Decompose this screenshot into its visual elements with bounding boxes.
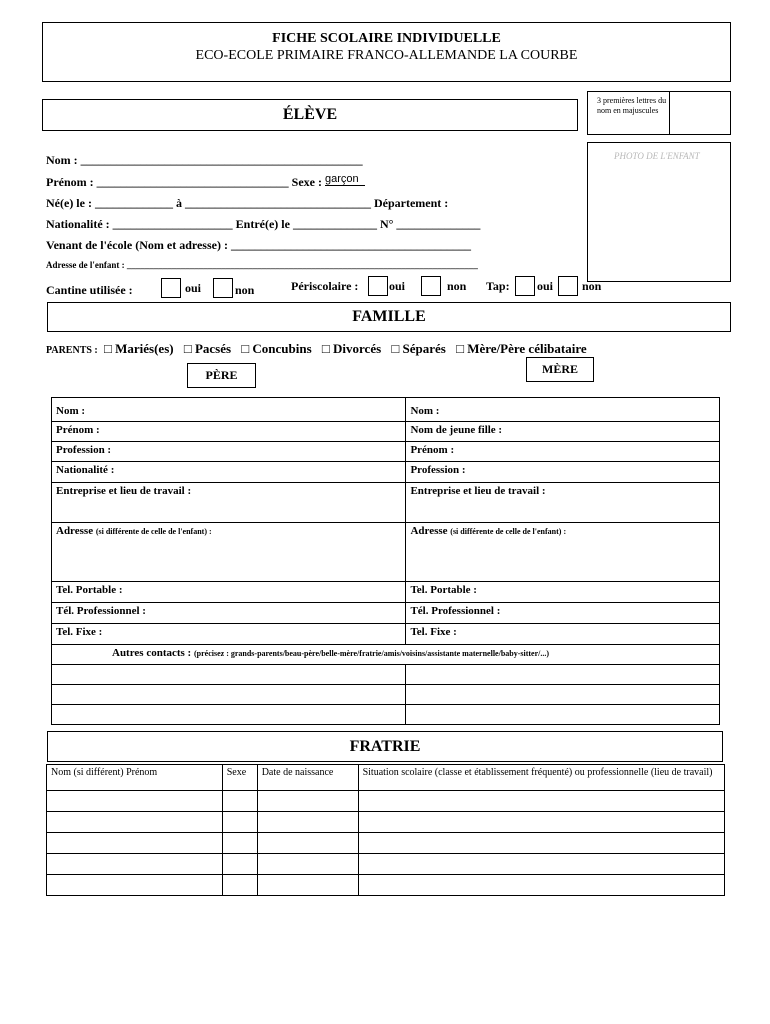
table-row xyxy=(52,523,720,582)
prenom-sexe-field[interactable] xyxy=(46,175,365,190)
fratrie-cell[interactable] xyxy=(47,812,223,833)
fratrie-table xyxy=(46,764,725,896)
tap-oui-label: oui xyxy=(537,279,554,293)
mere-label: MÈRE xyxy=(542,362,578,376)
table-row xyxy=(47,854,725,875)
pere-entreprise-cell[interactable]: Entreprise et lieu de travail : xyxy=(52,483,406,523)
adresse-main-label: Adresse xyxy=(56,525,94,537)
cantine-oui-label: oui xyxy=(185,281,202,295)
mere-pro-cell[interactable]: Tél. Professionnel : xyxy=(406,603,720,624)
table-row xyxy=(47,833,725,854)
periscolaire-label: Périscolaire : xyxy=(291,279,359,293)
photo-box[interactable] xyxy=(587,142,731,282)
cantine-non-checkbox[interactable] xyxy=(213,278,233,298)
tap-non-checkbox[interactable] xyxy=(558,276,578,296)
status-maries[interactable]: □ Mariés(es) xyxy=(104,341,174,356)
header-box xyxy=(42,22,731,82)
table-row xyxy=(52,665,720,685)
fratrie-cell[interactable] xyxy=(222,854,257,875)
fratrie-cell[interactable] xyxy=(47,833,223,854)
fratrie-section-header xyxy=(47,731,723,762)
autres-contact-cell[interactable] xyxy=(52,685,406,705)
mere-fixe-cell[interactable]: Tel. Fixe : xyxy=(406,624,720,645)
fratrie-cell[interactable] xyxy=(257,875,358,896)
table-row xyxy=(47,875,725,896)
table-row xyxy=(52,442,720,462)
status-concubins[interactable]: □ Concubins xyxy=(241,341,312,356)
pere-pro-cell[interactable]: Tél. Professionnel : xyxy=(52,603,406,624)
fratrie-header-situation: Situation scolaire (classe et établissement fréquenté) ou professionnelle (lieu de travail) xyxy=(358,765,724,791)
autres-contact-cell[interactable] xyxy=(406,665,720,685)
autres-main-label: Autres contacts : xyxy=(112,647,192,659)
table-row xyxy=(52,685,720,705)
tap-oui-checkbox[interactable] xyxy=(515,276,535,296)
tap-non-label: non xyxy=(582,279,602,293)
adresse-main-label: Adresse xyxy=(410,525,448,537)
initials-field[interactable] xyxy=(669,92,671,134)
parents-table xyxy=(51,397,720,725)
pere-portable-cell[interactable]: Tel. Portable : xyxy=(52,582,406,603)
mere-profession-cell[interactable]: Profession : xyxy=(406,462,720,483)
cantine-non-label: non xyxy=(235,283,255,297)
fratrie-cell[interactable] xyxy=(257,833,358,854)
status-separes[interactable]: □ Séparés xyxy=(391,341,446,356)
fratrie-cell[interactable] xyxy=(257,854,358,875)
autres-contact-cell[interactable] xyxy=(52,665,406,685)
pere-adresse-cell[interactable] xyxy=(52,523,406,582)
fratrie-cell[interactable] xyxy=(358,854,724,875)
famille-section-header xyxy=(47,302,731,332)
fratrie-header-date: Date de naissance xyxy=(257,765,358,791)
fratrie-cell[interactable] xyxy=(257,791,358,812)
table-row xyxy=(52,624,720,645)
cantine-oui-checkbox[interactable] xyxy=(161,278,181,298)
pere-nom-cell[interactable]: Nom : xyxy=(52,398,406,422)
fratrie-cell[interactable] xyxy=(222,875,257,896)
fratrie-header-nom: Nom (si différent) Prénom xyxy=(47,765,223,791)
mere-label-box xyxy=(526,357,594,382)
periscolaire-oui-checkbox[interactable] xyxy=(368,276,388,296)
fratrie-title: FRATRIE xyxy=(349,738,421,755)
periscolaire-non-checkbox[interactable] xyxy=(421,276,441,296)
adresse-note: (si différente de celle de l'enfant) : xyxy=(95,527,212,536)
autres-contact-cell[interactable] xyxy=(406,685,720,705)
sexe-value[interactable]: garçon xyxy=(325,173,365,186)
fratrie-cell[interactable] xyxy=(358,875,724,896)
fratrie-cell[interactable] xyxy=(47,875,223,896)
fratrie-cell[interactable] xyxy=(47,791,223,812)
mere-portable-cell[interactable]: Tel. Portable : xyxy=(406,582,720,603)
nationalite-field[interactable]: Nationalité : ____________________ Entré(e) le ______________ N° ______________ xyxy=(46,217,481,231)
photo-label: PHOTO DE L'ENFANT xyxy=(614,151,700,161)
naissance-field[interactable]: Né(e) le : _____________ à _______________________________ Département : xyxy=(46,196,449,210)
school-name: ECO-ECOLE PRIMAIRE FRANCO-ALLEMANDE LA COURBE xyxy=(195,48,578,63)
periscolaire-non-label: non xyxy=(447,279,467,293)
autres-contact-cell[interactable] xyxy=(406,705,720,725)
parents-status-row xyxy=(46,341,587,357)
adresse-note: (si différente de celle de l'enfant) : xyxy=(450,527,567,536)
fratrie-cell[interactable] xyxy=(222,791,257,812)
fratrie-cell[interactable] xyxy=(47,854,223,875)
initials-box xyxy=(587,91,731,135)
table-row xyxy=(47,812,725,833)
table-row xyxy=(52,603,720,624)
autres-contacts-header xyxy=(52,645,720,665)
fratrie-cell[interactable] xyxy=(358,791,724,812)
fratrie-cell[interactable] xyxy=(222,812,257,833)
eleve-title: ÉLÈVE xyxy=(282,106,338,123)
adresse-enfant-field[interactable]: Adresse de l'enfant : ______________________________________________________________________________ xyxy=(46,260,478,270)
table-row xyxy=(52,462,720,483)
venant-field[interactable]: Venant de l'école (Nom et adresse) : ________________________________________ xyxy=(46,238,471,252)
mere-prenom-cell[interactable]: Prénom : xyxy=(406,442,720,462)
prenom-label: Prénom : ________________________________ Sexe : xyxy=(46,175,322,189)
mere-adresse-cell[interactable] xyxy=(406,523,720,582)
table-row xyxy=(52,483,720,523)
table-row xyxy=(52,398,720,422)
table-row xyxy=(52,582,720,603)
fratrie-cell[interactable] xyxy=(257,812,358,833)
pere-fixe-cell[interactable]: Tel. Fixe : xyxy=(52,624,406,645)
tap-label: Tap: xyxy=(486,279,510,293)
pere-prenom-cell[interactable]: Prénom : xyxy=(52,422,406,442)
mere-nom-cell[interactable]: Nom : xyxy=(406,398,720,422)
pere-label-box xyxy=(187,363,256,388)
autres-contact-cell[interactable] xyxy=(52,705,406,725)
mere-jeune-fille-cell[interactable]: Nom de jeune fille : xyxy=(406,422,720,442)
fratrie-header-sexe: Sexe xyxy=(222,765,257,791)
table-row xyxy=(47,765,725,791)
mere-entreprise-cell[interactable]: Entreprise et lieu de travail : xyxy=(406,483,720,523)
table-row xyxy=(52,645,720,665)
periscolaire-oui-label: oui xyxy=(389,279,406,293)
status-divorces[interactable]: □ Divorcés xyxy=(321,341,382,356)
eleve-section-header xyxy=(42,99,578,131)
autres-note: (précisez : grands-parents/beau-père/belle-mère/fratrie/amis/voisins/assistante maternelle/baby-sitter/...) xyxy=(193,649,550,658)
table-row xyxy=(47,791,725,812)
pere-label: PÈRE xyxy=(205,368,238,382)
nom-field[interactable]: Nom : _______________________________________________ xyxy=(46,153,363,167)
pere-nationalite-cell[interactable]: Nationalité : xyxy=(52,462,406,483)
initials-note: 3 premières lettres du nom en majuscules xyxy=(597,96,667,115)
status-celibataire[interactable]: □ Mère/Père célibataire xyxy=(456,341,587,356)
form-title: FICHE SCOLAIRE INDIVIDUELLE xyxy=(272,31,501,46)
fratrie-cell[interactable] xyxy=(358,833,724,854)
pere-profession-cell[interactable]: Profession : xyxy=(52,442,406,462)
cantine-label: Cantine utilisée : xyxy=(46,283,133,297)
fratrie-cell[interactable] xyxy=(222,833,257,854)
table-row xyxy=(52,705,720,725)
famille-title: FAMILLE xyxy=(352,308,426,325)
fratrie-cell[interactable] xyxy=(358,812,724,833)
table-row xyxy=(52,422,720,442)
status-pacses[interactable]: □ Pacsés xyxy=(183,341,232,356)
parents-label: PARENTS : xyxy=(46,345,98,356)
